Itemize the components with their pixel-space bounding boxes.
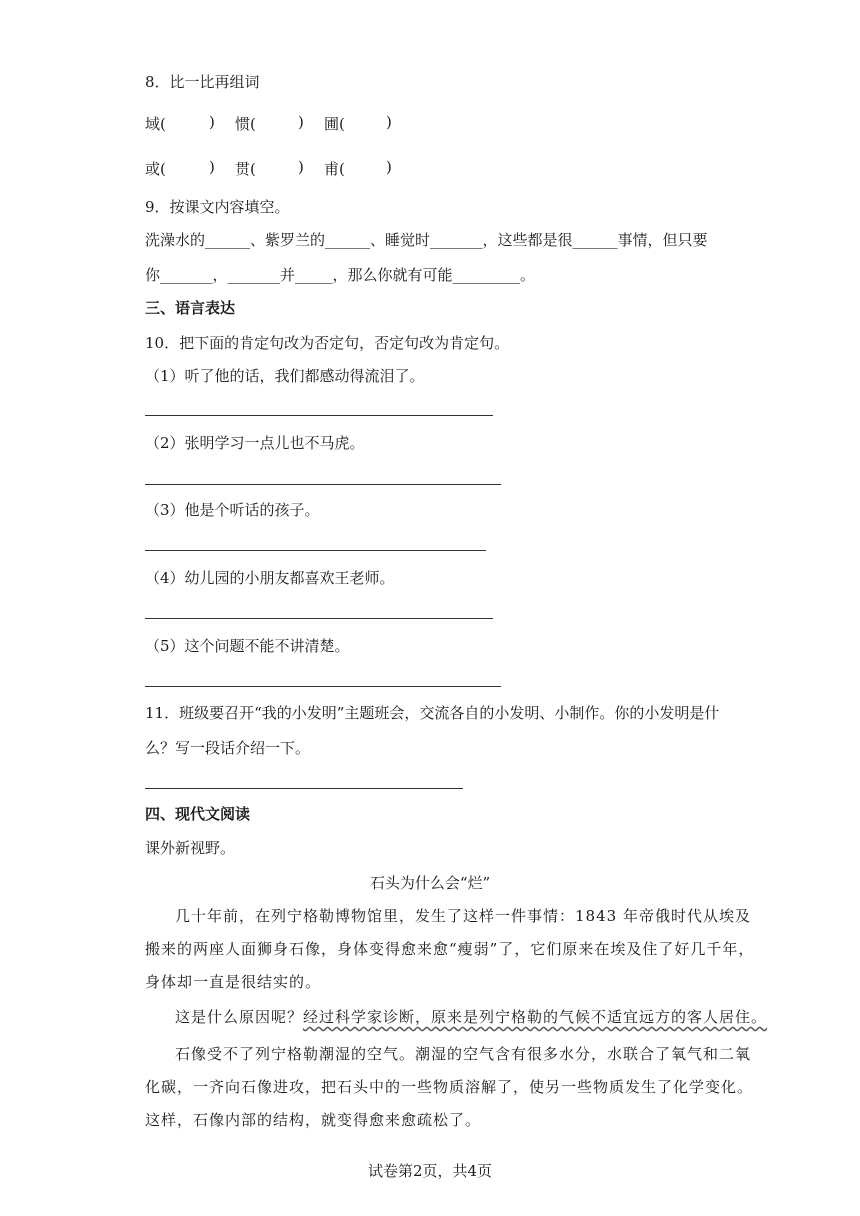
q10-item-5: （5）这个问题不能不讲清楚。	[145, 637, 350, 655]
q8-r2-c2-open: 贯(	[235, 160, 256, 178]
q8-r1-c2-open: 惯(	[235, 115, 256, 133]
q8-r2-c3-close: )	[386, 158, 392, 176]
q10-answer-line-5[interactable]	[145, 686, 501, 687]
question-9-title: 9．按课文内容填空。	[145, 198, 290, 216]
page-footer: 试卷第2页，共4页	[367, 1162, 493, 1180]
reading-p1-line-2: 搬来的两座人面狮身石像，身体变得愈来愈“瘦弱”了，它们原来在埃及住了好几千年，	[145, 940, 755, 958]
q11-answer-line[interactable]	[145, 788, 463, 789]
reading-p2	[145, 1007, 768, 1027]
question-8-title: 8．比一比再组词	[145, 73, 260, 91]
q10-answer-line-2[interactable]	[145, 484, 501, 485]
q10-item-3: （3）他是个听话的孩子。	[145, 501, 320, 519]
reading-title: 石头为什么会“烂”	[369, 874, 491, 892]
reading-intro: 课外新视野。	[145, 839, 236, 857]
q8-r2-c1-open: 或(	[145, 160, 166, 178]
q8-r1-c3-close: )	[386, 113, 392, 131]
q8-r1-c1-close: )	[209, 113, 215, 131]
q10-item-2: （2）张明学习一点儿也不马虎。	[145, 434, 365, 452]
question-9-line-1: 洗澡水的______、紫罗兰的______、睡觉时_______，这些都是很______事情，但只要	[145, 231, 708, 249]
q10-answer-line-3[interactable]	[145, 550, 486, 551]
q10-answer-line-1[interactable]	[145, 415, 493, 416]
q8-r2-c2-close: )	[298, 158, 304, 176]
question-11-line-1: 11．班级要召开“我的小发明”主题班会，交流各自的小发明、小制作。你的小发明是什	[145, 704, 720, 722]
q10-answer-line-4[interactable]	[145, 618, 493, 619]
reading-p3-line-2: 化碳，一齐向石像进攻，把石头中的一些物质溶解了，使另一些物质发生了化学变化。	[145, 1078, 754, 1096]
reading-p3-line-3: 这样，石像内部的结构，就变得愈来愈疏松了。	[145, 1111, 482, 1129]
reading-p1-line-1: 几十年前，在列宁格勒博物馆里，发生了这样一件事情：1843 年帝俄时代从埃及	[175, 907, 751, 925]
q8-r2-c3-open: 甫(	[324, 160, 345, 178]
q10-item-4: （4）幼儿园的小朋友都喜欢王老师。	[145, 569, 395, 587]
question-11-line-2: 么？写一段话介绍一下。	[145, 739, 311, 757]
question-9-line-2: 你_______，_______并_____，那么你就有可能_________。	[145, 266, 536, 284]
reading-p3-line-1: 石像受不了列宁格勒潮湿的空气。潮湿的空气含有很多水分，水联合了氧气和二氧	[175, 1045, 752, 1063]
q8-r1-c1-open: 域(	[145, 115, 166, 133]
q8-r1-c3-open: 圃(	[324, 115, 345, 133]
q8-r2-c1-close: )	[209, 158, 215, 176]
section-4-heading: 四、现代文阅读	[145, 805, 251, 823]
reading-p2-question: 这是什么原因呢？	[175, 1008, 304, 1026]
q8-r1-c2-close: )	[298, 113, 304, 131]
reading-p1-line-3: 身体却一直是很结实的。	[145, 973, 322, 991]
reading-p2-underlined: 经过科学家诊断，原来是列宁格勒的气候不适宜远方的客人居住。	[303, 1008, 768, 1026]
section-3-heading: 三、语言表达	[145, 299, 236, 317]
q10-item-1: （1）听了他的话，我们都感动得流泪了。	[145, 367, 425, 385]
question-10-title: 10．把下面的肯定句改为否定句，否定句改为肯定句。	[145, 334, 510, 352]
